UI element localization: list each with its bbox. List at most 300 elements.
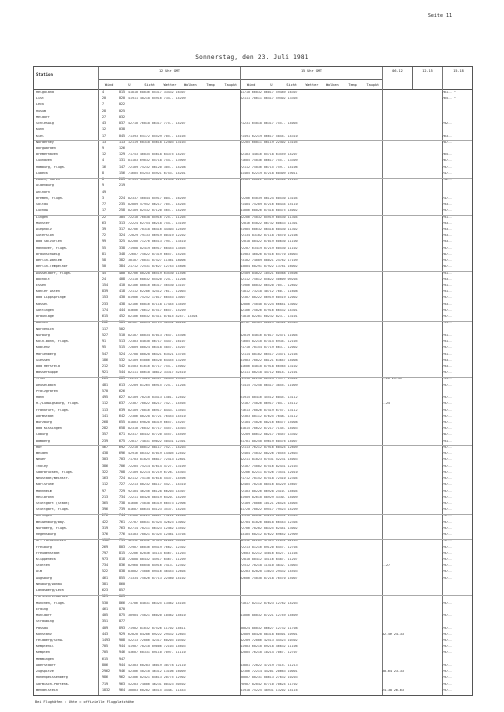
obs-12-gmt: 42916 80332 07019 14405 12402	[128, 452, 186, 456]
obs-15-gmt: 72103 80226 06928 2410- 14604	[240, 489, 298, 493]
station-name: Kuhn	[36, 128, 44, 132]
station-id: 947	[119, 656, 125, 661]
header-12-15-label: 12-15	[422, 69, 433, 73]
station-id: 962	[119, 675, 125, 680]
obs-15-gmt: 70907 82042 07710 70624 11702	[240, 682, 298, 686]
precip-code: 747--	[442, 171, 452, 175]
station-column-header: Station	[36, 72, 53, 77]
station-id: 627	[119, 395, 125, 400]
precip-code: 791--	[442, 333, 452, 337]
station-height: 1832	[102, 687, 110, 692]
station-name: Darmstadt	[36, 414, 54, 418]
station-name: Emden, Hafen	[36, 178, 60, 182]
station-id: 838	[119, 569, 125, 574]
station-id: 639	[119, 407, 125, 412]
precip-code: 787--	[442, 252, 452, 256]
obs-15-gmt: 71415 75258 06417 3855- 11009	[240, 383, 298, 387]
header-15-18-label: 15-18	[453, 69, 464, 73]
station-id: 015	[119, 90, 125, 94]
station-name: Ulm	[36, 570, 42, 574]
station-id: 510	[119, 332, 125, 337]
station-name: Memmingen	[36, 657, 54, 661]
station-height: 112	[102, 482, 108, 487]
obs-15-gmt: 71017 82112 07623 12762 14203	[240, 601, 298, 605]
station-name: Fürstenfeldbruck	[36, 595, 68, 599]
obs-15-gmt: 72307 80222 06919 60519 12002	[240, 296, 298, 300]
sub-column-header: Temp	[206, 83, 215, 87]
station-id: 235	[119, 202, 125, 207]
obs-15-gmt: 72112 75036 06715 759-- 14106	[240, 165, 298, 169]
precip-code: 793--	[442, 227, 452, 231]
precip-code: 797--	[442, 458, 452, 462]
table-row	[34, 328, 472, 331]
station-name: Öhringen	[36, 514, 52, 518]
table-row	[34, 664, 472, 667]
station-name: Lübeck	[36, 171, 48, 175]
obs-15-gmt: 73102 74009 08021 24762 17109	[240, 259, 298, 263]
station-name: Mühldorf	[36, 614, 52, 618]
table-row	[34, 191, 472, 194]
station-height: 734	[102, 563, 108, 568]
station-height: 973	[102, 557, 108, 561]
obs-15-gmt: 82111 80218 44712 6014- 12101	[240, 371, 298, 375]
obs-12-gmt: 81103 69032 05718 754-- 13909	[128, 159, 186, 163]
station-name: Wasserkuppe	[36, 371, 58, 375]
precip-code: 797--	[442, 165, 452, 169]
station-height: 357	[102, 432, 108, 437]
obs-12-gmt: 12119 60318 05618 12403 13103	[128, 140, 186, 144]
station-name: Essen	[36, 284, 46, 288]
station-id: 408	[119, 276, 125, 281]
obs-12-gmt: 30904 75021 06020 10462 14610	[128, 614, 186, 618]
station-name: Diepholz	[36, 227, 52, 231]
table-row	[34, 122, 472, 125]
precip-code: 792--	[442, 178, 452, 182]
obs-12-gmt: 72210 80012 08117 752-- 14203	[128, 445, 186, 449]
table-row	[34, 402, 472, 405]
table-row	[34, 228, 472, 231]
obs-15-gmt: 72310 86042 09214 66531 13309	[240, 514, 298, 518]
obs-12-gmt: 72707 80031 07424 42623 13002	[128, 520, 186, 524]
obs-15-gmt: 81720 70022 09517 79523 14209	[240, 508, 298, 512]
station-name: Soltau	[36, 203, 48, 207]
station-id: 671	[119, 432, 125, 437]
precip-code: 791--	[442, 321, 452, 325]
station-id: 542	[119, 363, 125, 368]
obs-15-gmt: 82405 70210 08516 84229 15607	[240, 483, 298, 487]
station-name: Freiburg	[36, 545, 52, 549]
table-row	[34, 589, 472, 592]
table-row	[34, 620, 472, 623]
table-row	[34, 583, 472, 586]
station-name: Nürburg	[36, 333, 50, 337]
station-height: 213	[102, 494, 108, 499]
precip-code: 797--	[442, 477, 452, 481]
obs-15-gmt: 41006 68026 07418 60475 14002	[240, 209, 298, 213]
extremes: 24-38 26-63	[382, 688, 404, 692]
obs-15-gmt: 72016 65022 06732 60633 11301	[240, 221, 298, 225]
obs-15-gmt: 42211 81023 07531 52231 14003	[240, 458, 298, 462]
obs-15-gmt: 61915 80416 45512 6045- 13112	[240, 396, 298, 400]
station-height: 1493	[102, 637, 110, 642]
obs-12-gmt: 62317 80432 07720 4557- 14509	[128, 433, 186, 437]
station-id: 866	[119, 600, 125, 605]
station-height: 153	[102, 295, 108, 300]
table-row	[34, 209, 472, 212]
table-row	[34, 483, 472, 486]
station-id: 791	[119, 538, 125, 543]
table-row	[34, 552, 472, 555]
obs-15-gmt: 30007 80231 08613 27632 10203	[240, 676, 298, 680]
table-row	[34, 234, 472, 237]
obs-12-gmt: 72306 80228 07721 76453 14510	[128, 414, 186, 418]
station-id: 025	[119, 108, 125, 113]
station-height: 58	[102, 258, 106, 263]
station-height: 4	[102, 158, 104, 163]
precip-code: 787--	[442, 265, 452, 269]
obs-15-gmt: 72603 82212 45016 6427- 11104	[240, 551, 298, 555]
obs-15-gmt: 22205 60011 06119 22402 13105	[240, 140, 298, 144]
station-height: 9	[102, 183, 104, 188]
station-id: 946	[119, 669, 125, 674]
obs-15-gmt: 81903 70022 08121 63647 14008	[240, 358, 298, 362]
obs-12-gmt: 42306 82421 04613 20775 12902	[128, 676, 186, 680]
station-id: 803	[119, 544, 125, 549]
station-id: 946	[119, 650, 125, 655]
table-row	[34, 278, 472, 281]
station-name: Lüchow	[36, 209, 48, 213]
station-name: Bocholt	[36, 277, 50, 281]
obs-12-gmt: 81607 80634 05123 3537- 14205	[128, 508, 186, 512]
sub-column-header: U	[128, 83, 131, 87]
obs-15-gmt: 72134 83102 07118 78570 12108	[240, 234, 298, 238]
table-row	[34, 683, 472, 686]
station-name: Husum	[36, 109, 46, 113]
precip-code: 797--	[442, 445, 452, 449]
table-row	[34, 396, 472, 399]
station-height: 17	[102, 208, 106, 213]
station-name: Nörvenich	[36, 327, 54, 331]
table-row	[34, 346, 472, 349]
obs-12-gmt: 52213 72006 42317 60203 10302	[128, 638, 186, 642]
station-height: 43	[102, 121, 106, 126]
precip-code: 797--	[442, 259, 452, 263]
station-height: 8	[102, 170, 104, 175]
station-name: Helgoland	[36, 91, 54, 94]
station-height: 0	[102, 177, 104, 182]
sub-column-header: Temp	[348, 83, 357, 87]
obs-12-gmt: 71393 65172 05529 705-- 14105	[128, 134, 186, 138]
obs-12-gmt: 82107 80034 07013 7647- 15306	[128, 333, 186, 337]
table-row	[34, 390, 472, 393]
station-id: 744	[119, 513, 125, 518]
station-id: 675	[119, 438, 125, 443]
station-height: 13	[102, 139, 106, 144]
obs-15-gmt: 71810 82201 60232 823-- 13101	[240, 315, 298, 319]
precip-code: 797--	[442, 520, 452, 524]
station-height: 282	[102, 426, 108, 431]
obs-12-gmt: 81803 69028 08319 6657- 15207	[128, 421, 186, 425]
obs-12-gmt: 62020 84286 09222 29432 12603	[128, 632, 186, 636]
station-id: 544	[119, 370, 125, 375]
obs-15-gmt: 43004 68291 07922 13761 16002	[240, 265, 298, 269]
station-id: 400	[119, 270, 125, 275]
station-id: 761	[119, 519, 125, 524]
table-row	[34, 508, 472, 511]
station-id: 658	[119, 426, 125, 431]
obs-12-gmt: 82310 76032 07717 5457- 14303	[128, 427, 186, 431]
obs-15-gmt: 41909 60022 05320 60500 11103	[240, 178, 298, 182]
station-name: Hohenpeissenberg	[36, 676, 68, 680]
station-height: 24	[102, 276, 106, 281]
obs-12-gmt: 72303 84030 06717 5447- 16107	[128, 340, 186, 344]
table-row	[34, 340, 472, 343]
precip-code: 797--	[442, 576, 452, 580]
header-12-15	[412, 67, 442, 89]
station-name: Klippeneck	[36, 558, 56, 561]
obs-12-gmt: 81906 75252 17017 66553 13007	[128, 296, 186, 300]
precip-code: 797--	[442, 526, 452, 530]
station-name: Zugspitze	[36, 670, 54, 674]
station-height: 233	[102, 301, 108, 306]
obs-15-gmt: 62103 44016 05718 63559 14207	[240, 153, 298, 157]
station-height: 797	[102, 550, 108, 555]
sub-column-header: Wind	[104, 83, 114, 87]
obs-12-gmt: 82968 60058 04916 7413- 12302	[128, 564, 186, 568]
obs-12-gmt: 82307 80014 05719 46532 08100	[128, 321, 186, 325]
extremes: 32-5e 24-33	[382, 632, 404, 636]
station-height: 567	[102, 444, 108, 449]
precip-code: 797--	[442, 670, 452, 674]
station-name: Bad Kissingen	[36, 427, 62, 431]
obs-12-gmt: 41810 68036 05317 33432 16307	[128, 91, 186, 94]
table-row	[34, 247, 472, 250]
station-height: 570	[102, 388, 108, 393]
table-row	[34, 315, 472, 318]
precip-code: 791--	[442, 439, 452, 443]
obs-15-gmt: 43801 72022 47219 7415- 11213	[240, 663, 298, 667]
obs-12-gmt: 72206 82036 45114 6467- 11203	[128, 551, 186, 555]
table-row	[34, 159, 472, 162]
precip-code: 797--	[442, 246, 452, 250]
obs-12-gmt: 43103 70021 07325 12461 13704	[128, 533, 186, 537]
station-id: 929	[119, 631, 125, 636]
obs-15-gmt: 72207 63419 07219 60530 11102	[240, 246, 298, 250]
table-header	[34, 67, 472, 90]
precip-code: 797--	[442, 645, 452, 649]
obs-15-gmt: 41606 84010 07918 66565 13102	[240, 364, 298, 368]
obs-15-gmt: 41918 75225 48931 13202 14116	[240, 688, 298, 692]
station-height: 986	[102, 675, 108, 680]
obs-15-gmt: 82704 81026 08018 66543 12304	[240, 520, 298, 524]
obs-15-gmt: 71231 65018 06317 755-- 14005	[240, 122, 298, 126]
obs-15-gmt: 72109 70006 10121 28524 14005	[240, 501, 298, 505]
station-id: 502	[119, 326, 125, 331]
page-title: Sonnerstag, den 23. Juli 1981	[195, 54, 309, 61]
station-id: 703	[119, 457, 125, 462]
table-row	[34, 259, 472, 262]
station-id: 317	[119, 226, 125, 231]
table-row	[34, 147, 472, 150]
group-divider	[34, 215, 472, 216]
precip-code: 793--	[442, 302, 452, 306]
table-row	[34, 645, 472, 648]
station-id: 324	[119, 233, 125, 238]
station-name: Garmisch-Partenk.	[36, 682, 70, 686]
station-name: Freudenstadt	[36, 551, 60, 555]
obs-15-gmt: 42009 80420 08318 60501 10901	[240, 632, 298, 636]
precip-code: 791--	[442, 290, 452, 294]
extremes: --27	[382, 564, 390, 568]
table-row	[34, 676, 472, 679]
station-id: 418	[119, 289, 125, 294]
table-row	[34, 490, 472, 493]
obs-15-gmt: 72206 82211 07526 73531 12010	[240, 470, 298, 474]
sub-column-header: Wind	[246, 83, 256, 87]
table-row	[34, 608, 472, 611]
table-row	[34, 627, 472, 630]
precip-code: 797--	[442, 601, 452, 605]
obs-12-gmt: 82112 75130 07618 5437- 14506	[128, 477, 186, 481]
group-divider	[34, 140, 472, 141]
table-row	[34, 658, 472, 661]
obs-12-gmt: 81503 61616 07717 754-- 15002	[128, 364, 186, 368]
station-name: Düsseldorf, Flugh.	[36, 271, 72, 275]
table-row	[34, 353, 472, 356]
station-name: Kempten	[36, 651, 50, 655]
table-row	[34, 440, 472, 443]
precip-code: 797--	[442, 508, 452, 512]
header-06-12	[382, 67, 412, 89]
obs-12-gmt: 72213 80232 08117 542-- 14310	[128, 483, 186, 487]
station-name: Würzburg	[36, 421, 52, 425]
obs-15-gmt: 71605 82210 07314 6934- 12105	[240, 340, 298, 344]
station-id: 877	[119, 619, 125, 624]
station-id: 692	[119, 444, 125, 449]
station-id: 348	[119, 251, 125, 256]
obs-12-gmt: 72224 62754 06218 754-- 13109	[128, 221, 186, 225]
precip-code: 793--	[442, 234, 452, 238]
obs-12-gmt: 82337 56044 05917 004-- 16209	[128, 196, 186, 200]
station-id: 613	[119, 382, 125, 387]
obs-15-gmt: 72104 75026 08216 66477 15008	[240, 421, 298, 425]
obs-15-gmt: 41710 66032 06017 59489 16307	[240, 91, 298, 94]
obs-12-gmt: 72907 86036 09419 7662- 12302	[128, 545, 186, 549]
obs-12-gmt: 62714 70211 06323 12462 13502	[128, 526, 186, 530]
station-name: Lingen	[36, 215, 48, 219]
obs-15-gmt: 81903 46026 07516 65770 16003	[240, 252, 298, 256]
station-id: 857	[119, 588, 125, 593]
station-height: 16	[102, 164, 106, 169]
table-row	[34, 203, 472, 206]
station-name: Kahler Asten	[36, 290, 60, 294]
station-name: Oldenburg	[36, 184, 54, 188]
precip-code: 797--	[442, 346, 452, 350]
obs-15-gmt: 72706 70202 08325 62441 13002	[240, 526, 298, 530]
station-name: Bad Hersfeld	[36, 364, 60, 368]
obs-15-gmt: 72107 75026 06917 704-- 15112	[240, 402, 298, 406]
station-height: 4	[102, 90, 104, 94]
station-name: Marienberg	[36, 352, 56, 356]
precip-code: 791--	[442, 340, 452, 344]
table-row	[34, 477, 472, 480]
obs-15-gmt: 72512 70218 11410 4832- 13003	[240, 564, 298, 568]
station-height: 719	[102, 681, 108, 686]
obs-12-gmt: 83606 70612 07517 6657- 15209	[128, 308, 186, 312]
station-height: 1307	[102, 538, 110, 543]
precip-code: 797--	[442, 402, 452, 406]
table-row	[34, 577, 472, 580]
obs-15-gmt: 81815 70622 07217 7145- 14003	[240, 427, 298, 431]
table-row	[34, 240, 472, 243]
precip-code: 787--	[442, 433, 452, 437]
station-id: 729	[119, 488, 125, 493]
precip-code: 791--	[442, 352, 452, 356]
station-height: 319	[102, 525, 108, 530]
station-name: Bad Salzuflen	[36, 240, 62, 244]
station-height: 381	[102, 581, 108, 586]
station-name: Bamberg	[36, 439, 50, 443]
station-id: 219	[119, 183, 125, 188]
obs-12-gmt: 72210 76038 05916 725-- 11205	[128, 215, 186, 219]
table-row	[34, 570, 472, 573]
obs-15-gmt: 71812 73218 40712 760-- 11608	[240, 290, 298, 294]
station-height: 17	[102, 133, 106, 138]
obs-15-gmt: 62206 75032 05919 60530 11304	[240, 215, 298, 219]
station-name: Braunlage	[36, 315, 54, 319]
precip-code: 793--	[442, 277, 452, 281]
precip-code: 797--	[442, 638, 452, 642]
station-height: 117	[102, 326, 108, 331]
station-name: Wendelstein	[36, 688, 58, 692]
precip-code: 797--	[442, 558, 452, 561]
extremes: 30-64 23-33	[382, 670, 404, 674]
table-row	[34, 222, 472, 225]
station-height: 45	[102, 270, 106, 275]
station-height: 396	[102, 507, 108, 512]
table-row	[34, 309, 472, 312]
station-id: 870	[119, 606, 125, 611]
obs-15-gmt: 71605 75036 06617 755-- 13309	[240, 159, 298, 163]
station-name: List	[36, 97, 44, 101]
precip-code: 797--	[442, 663, 452, 667]
obs-15-gmt: 42306 72214 44201 20663 10001	[240, 670, 298, 674]
station-name: Aachen	[36, 321, 48, 325]
station-name: Erding	[36, 607, 48, 611]
station-id: 727	[119, 482, 125, 487]
table-row	[34, 371, 472, 374]
station-id: 855	[119, 575, 125, 580]
obs-12-gmt: 72029 79133 06919 00319 12202	[128, 234, 186, 238]
sub-column-header: Taupkt	[224, 83, 238, 87]
obs-15-gmt: 72206 65039 06124 60530 13104	[240, 196, 298, 200]
station-height: 409	[102, 625, 108, 630]
station-id: 836	[119, 563, 125, 568]
station-id: 438	[119, 301, 125, 306]
obs-12-gmt: 72109 82214 07219 6726- 14303	[128, 470, 186, 474]
header-15-18	[442, 67, 474, 89]
precip-code: 797--	[442, 296, 452, 300]
obs-15-gmt: 71491 62219 06617 5854- 14310	[240, 134, 298, 138]
station-height: 99	[102, 239, 106, 244]
table-row	[34, 172, 472, 175]
station-name: Weißenburg/Bay.	[36, 520, 66, 524]
station-id: 532	[119, 357, 125, 362]
obs-15-gmt: 72303 80112 07625 7648- 13112	[240, 414, 298, 418]
station-id: 818	[119, 557, 125, 561]
station-name: Trier	[36, 377, 46, 381]
precip-code: 767--	[442, 159, 452, 163]
